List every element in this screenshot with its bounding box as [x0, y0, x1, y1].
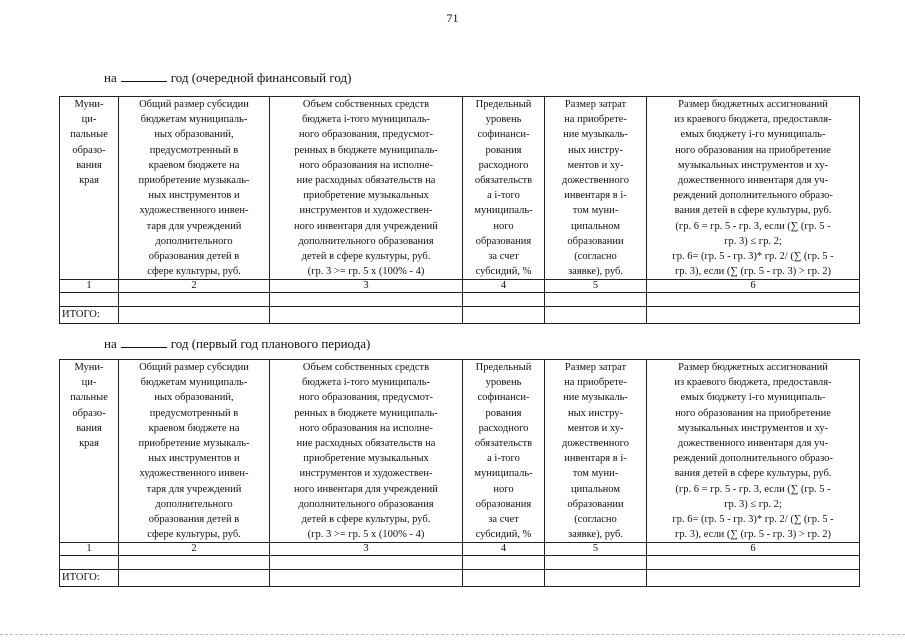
table-cell[interactable] [647, 307, 860, 323]
column-number: 6 [647, 280, 860, 293]
section-caption-1 [104, 70, 351, 86]
column-number: 6 [647, 543, 860, 556]
table-cell[interactable] [270, 570, 463, 586]
caption-prefix: на [104, 336, 117, 351]
header-cell-municipality: Муни- ци- пальные образо- вания края [60, 97, 119, 280]
table-cell[interactable] [60, 556, 119, 570]
header-row [60, 97, 860, 280]
total-label: ИТОГО: [60, 307, 119, 323]
header-cell-cost-size: Размер затрат на приобрете- ние музыкаль- ных инстру- ментов и ху- дожественного инвентаря в i- том муни- ципальном образовании (согласно заявке), руб. [545, 360, 647, 543]
page-bottom-divider [0, 634, 905, 635]
blank-year-field [121, 70, 167, 82]
column-number: 2 [119, 543, 270, 556]
header-cell-own-funds: Объем собственных средств бюджета i-того муниципаль- ного образования, предусмот- ренных в бюджете муниципаль- ного образования на исполне- ние расходных обязательств на приобретение музыкальных инструментов и художествен- ного инвентаря для учреждений дополнительного образования детей в сфере культуры, руб. (гр. 3 >= гр. 5 x (100% - 4) [270, 360, 463, 543]
table-cell[interactable] [463, 293, 545, 307]
header-cell-total-subsidy: Общий размер субсидии бюджетам муниципаль- ных образований, предусмотренный в краевом бюджете на приобретение музыкаль- ных инструментов и художественного инвен- таря для учреждений дополнительного образования детей в сфере культуры, руб. [119, 97, 270, 280]
table-cell[interactable] [119, 307, 270, 323]
header-cell-cofinancing-level: Предельный уровень софинанси- рования расходного обязательств а i-того муниципаль- ного образования за счет субсидий, % [463, 360, 545, 543]
header-cell-budget-allocations: Размер бюджетных ассигнований из краевого бюджета, предоставля- емых бюджету i-го муниципаль- ного образования на приобретение музыкальных инструментов и ху- дожественного инвентаря для уч- реждений дополнительного образо- вания детей в сфере культуры, руб. (гр. 6 = гр. 5 - гр. 3, если (∑ (гр. 5 - гр. 3) ≤ гр. 2; гр. 6= (гр. 5 - гр. 3)* гр. 2/ (∑ (гр. 5 - гр. 3), если (∑ (гр. 5 - гр. 3) > гр. 2) [647, 97, 860, 280]
caption-suffix: год (очередной финансовый год) [170, 70, 352, 85]
column-number-row [60, 543, 860, 556]
column-number-row [60, 280, 860, 293]
table-cell[interactable] [545, 293, 647, 307]
total-row [60, 570, 860, 586]
header-cell-cost-size: Размер затрат на приобрете- ние музыкаль- ных инстру- ментов и ху- дожественного инвентаря в i- том муни- ципальном образовании (согласно заявке), руб. [545, 97, 647, 280]
column-number: 4 [463, 543, 545, 556]
table-cell[interactable] [119, 556, 270, 570]
caption-prefix: на [104, 70, 117, 85]
blank-year-field [121, 336, 167, 348]
header-cell-total-subsidy: Общий размер субсидии бюджетам муниципаль- ных образований, предусмотренный в краевом бюджете на приобретение музыкаль- ных инструментов и художественного инвен- таря для учреждений дополнительного образования детей в сфере культуры, руб. [119, 360, 270, 543]
table-cell[interactable] [463, 307, 545, 323]
section-caption-2 [104, 336, 370, 352]
empty-data-row [60, 293, 860, 307]
table-cell[interactable] [270, 556, 463, 570]
column-number: 3 [270, 280, 463, 293]
caption-suffix: год (первый год планового периода) [170, 336, 371, 351]
total-row [60, 307, 860, 323]
table-cell[interactable] [647, 293, 860, 307]
subsidy-table-2 [59, 359, 860, 587]
column-number: 4 [463, 280, 545, 293]
table-cell[interactable] [60, 293, 119, 307]
column-number: 1 [60, 543, 119, 556]
column-number: 3 [270, 543, 463, 556]
header-cell-cofinancing-level: Предельный уровень софинанси- рования расходного обязательств а i-того муниципаль- ного образования за счет субсидий, % [463, 97, 545, 280]
subsidy-table-1 [59, 96, 860, 324]
table-cell[interactable] [545, 570, 647, 586]
column-number: 2 [119, 280, 270, 293]
header-cell-municipality: Муни- ци- пальные образо- вания края [60, 360, 119, 543]
table-cell[interactable] [270, 307, 463, 323]
header-cell-own-funds: Объем собственных средств бюджета i-того муниципаль- ного образования, предусмот- ренных в бюджете муниципаль- ного образования на исполне- ние расходных обязательств на приобретение музыкальных инструментов и художествен- ного инвентаря для учреждений дополнительного образования детей в сфере культуры, руб. (гр. 3 >= гр. 5 x (100% - 4) [270, 97, 463, 280]
table-cell[interactable] [119, 293, 270, 307]
column-number: 5 [545, 543, 647, 556]
header-row [60, 360, 860, 543]
table-cell[interactable] [463, 570, 545, 586]
table-cell[interactable] [545, 307, 647, 323]
table-cell[interactable] [647, 556, 860, 570]
table-cell[interactable] [119, 570, 270, 586]
table-cell[interactable] [545, 556, 647, 570]
table-cell[interactable] [647, 570, 860, 586]
empty-data-row [60, 556, 860, 570]
table-cell[interactable] [270, 293, 463, 307]
page-number: 71 [446, 11, 459, 25]
total-label: ИТОГО: [60, 570, 119, 586]
table-cell[interactable] [463, 556, 545, 570]
column-number: 5 [545, 280, 647, 293]
header-cell-budget-allocations: Размер бюджетных ассигнований из краевого бюджета, предоставля- емых бюджету i-го муниципаль- ного образования на приобретение музыкальных инструментов и ху- дожественного инвентаря для уч- реждений дополнительного образо- вания детей в сфере культуры, руб. (гр. 6 = гр. 5 - гр. 3, если (∑ (гр. 5 - гр. 3) ≤ гр. 2; гр. 6= (гр. 5 - гр. 3)* гр. 2/ (∑ (гр. 5 - гр. 3), если (∑ (гр. 5 - гр. 3) > гр. 2) [647, 360, 860, 543]
column-number: 1 [60, 280, 119, 293]
